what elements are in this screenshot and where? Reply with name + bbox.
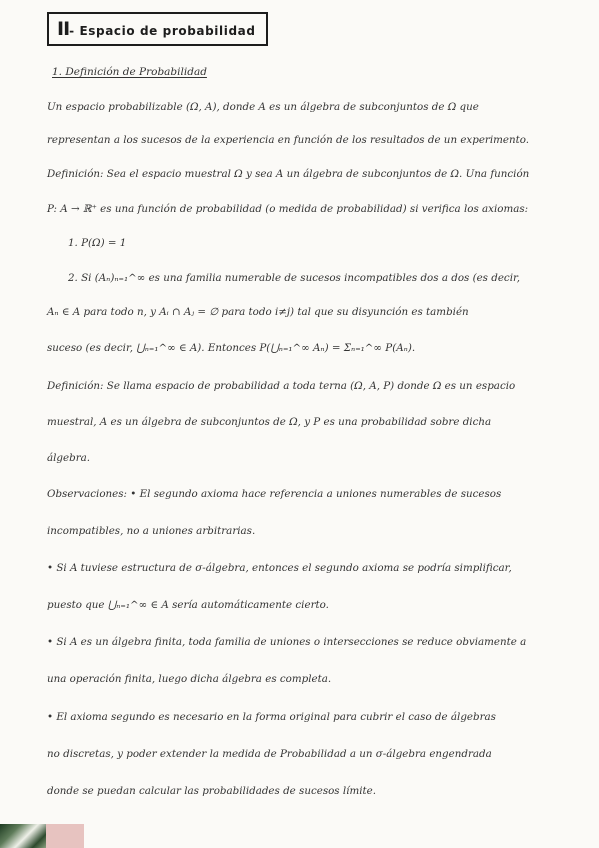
observation-bullet-line: donde se puedan calcular las probabilidades de sucesos límite.: [47, 785, 377, 797]
axiom-2-line: Aₙ ∈ A para todo n, y Aᵢ ∩ Aⱼ = ∅ para todo i≠j) tal que su disyunción es también: [47, 306, 469, 318]
paragraph-line: Un espacio probabilizable (Ω, A), donde A es un álgebra de subconjuntos de Ω que: [47, 101, 479, 113]
observation-bullet-line: • Si A tuviese estructura de σ-álgebra, entonces el segundo axioma se podría simplificar,: [47, 562, 512, 574]
definition-line: P: A → ℝ⁺ es una función de probabilidad (o medida de probabilidad) si verifica los axiomas:: [47, 203, 529, 215]
observation-bullet-line: • Si A es un álgebra finita, toda familia de uniones o intersecciones se reduce obviamente a: [47, 636, 527, 648]
observation-bullet-line: puesto que ⋃ₙ₌₁^∞ ∈ A sería automáticamente cierto.: [47, 599, 329, 611]
decorative-corner-swatch: [46, 824, 84, 848]
observation-bullet-line: una operación finita, luego dicha álgebra es completa.: [47, 673, 332, 685]
definition-line: Definición: Sea el espacio muestral Ω y sea A un álgebra de subconjuntos de Ω. Una función: [47, 168, 530, 180]
axiom-2-line: suceso (es decir, ⋃ₙ₌₁^∞ ∈ A). Entonces P(⋃ₙ₌₁^∞ Aₙ) = Σₙ₌₁^∞ P(Aₙ).: [47, 342, 416, 354]
chapter-title-text: - Espacio de probabilidad: [69, 24, 256, 38]
observations-line: Observaciones: • El segundo axioma hace referencia a uniones numerables de sucesos: [47, 488, 502, 500]
definition-2-line: Definición: Se llama espacio de probabilidad a toda terna (Ω, A, P) donde Ω es un espacio: [47, 380, 516, 392]
decorative-corner-image: [0, 824, 46, 848]
section-heading: 1. Definición de Probabilidad: [52, 66, 207, 78]
paragraph-line: representan a los sucesos de la experiencia en función de los resultados de un experimento.: [47, 134, 530, 146]
observation-bullet-line: • El axioma segundo es necesario en la forma original para cubrir el caso de álgebras: [47, 711, 496, 723]
axiom-1: 1. P(Ω) = 1: [68, 237, 127, 249]
axiom-2-line: 2. Si (Aₙ)ₙ₌₁^∞ es una familia numerable de sucesos incompatibles dos a dos (es decir,: [68, 272, 521, 284]
chapter-title: [47, 12, 268, 46]
observation-bullet-line: no discretas, y poder extender la medida de Probabilidad a un σ-álgebra engendrada: [47, 748, 492, 760]
definition-2-line: álgebra.: [47, 452, 91, 464]
definition-2-line: muestral, A es un álgebra de subconjuntos de Ω, y P es una probabilidad sobre dicha: [47, 416, 492, 428]
chapter-roman-numeral: II: [57, 18, 70, 40]
observations-line: incompatibles, no a uniones arbitrarias.: [47, 525, 256, 537]
